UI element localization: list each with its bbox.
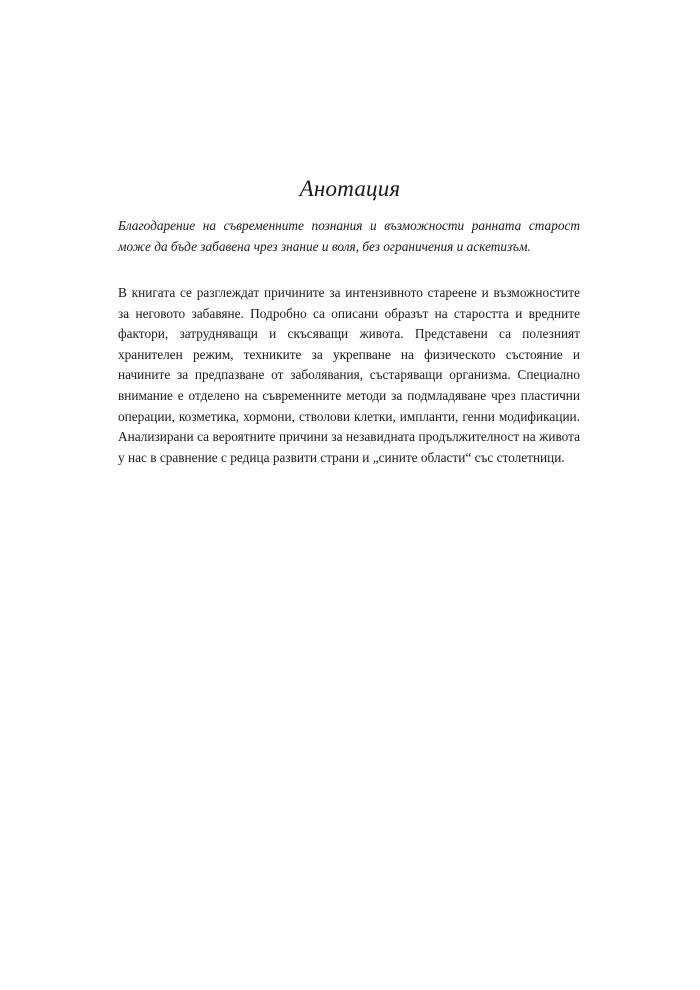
body-paragraph: В книгата се разглеждат причините за интензивното стареене и възможностите за неговото забавяне. Подробно са описани образът на старостта и вредните фактори, затрудняващи и скъсяващи живота. Представени са полезният хранителен режим, техниките за укрепване на физическото състояние и начините за предпазване от заболявания, състаряващи организма. Специално внимание е отделено на съвременните методи за подмладяване чрез пластични операции, козметика, хормони, стволови клетки, импланти, генни модификации. Анализирани са вероятните причини за незавидната продължителност на живота у нас в сравнение с редица развити страни и „сините области“ със столетници.	[118, 285, 580, 465]
lead-paragraph: Благодарение на съвременните познания и възможности ранната старост може да бъде забавена чрез знание и воля, без ограничения и аскетизъм.	[118, 218, 580, 254]
page-title: Анотация	[299, 176, 401, 201]
